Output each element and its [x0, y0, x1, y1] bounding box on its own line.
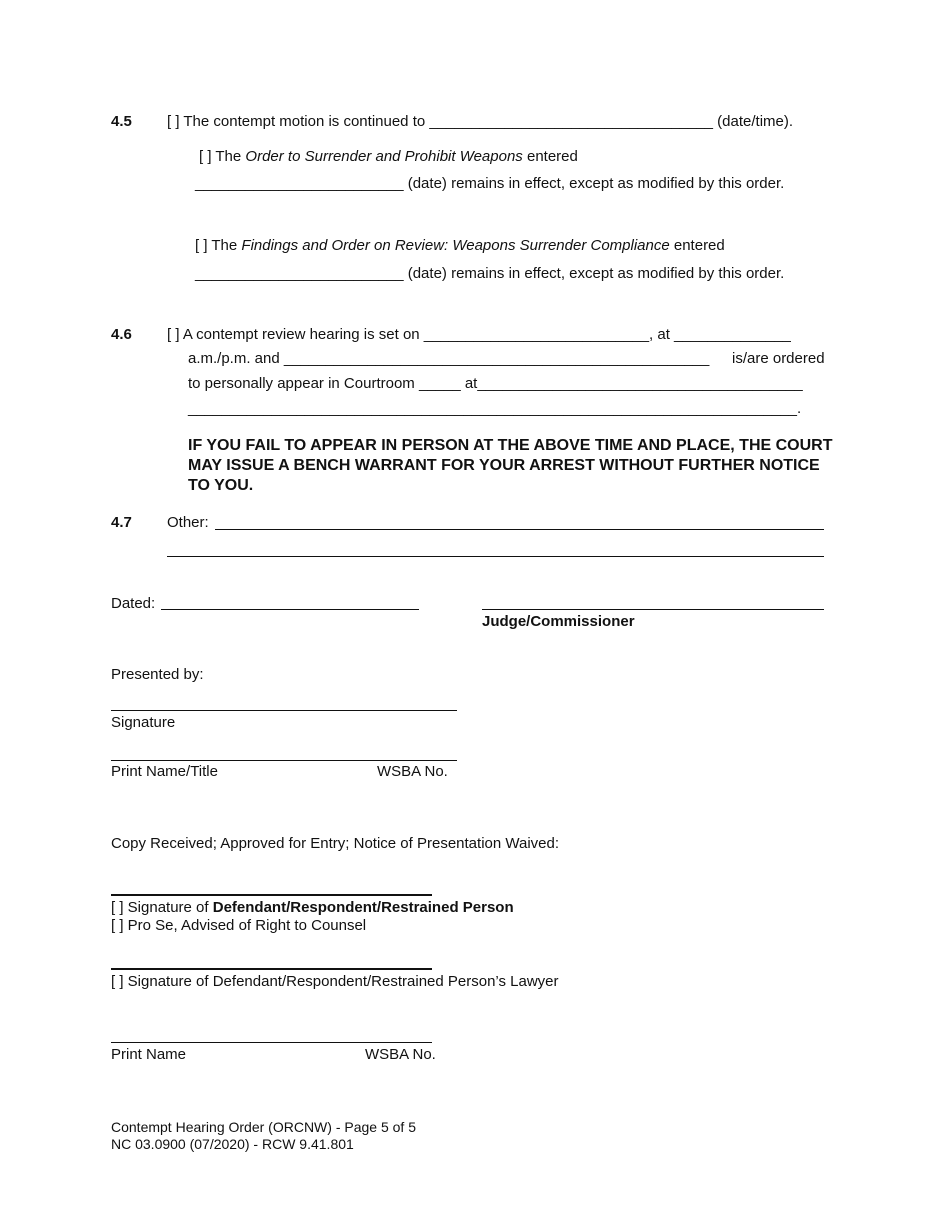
order-surrender-date-line: _________________________ (date) remains in effect, except as modified by this order. [195, 175, 785, 192]
checkbox-text: [ ] The [199, 148, 246, 165]
copy-received-text: Copy Received; Approved for Entry; Notice of Presentation Waived: [111, 835, 560, 852]
continued-to-line: [ ] The contempt motion is continued to __________________________________ (date/time). [167, 113, 794, 130]
wsba-label-lawyer: WSBA No. [365, 1046, 436, 1063]
checkbox-text: [ ] The [195, 237, 242, 254]
ordered-text: is/are ordered [732, 350, 825, 367]
judge-signature-line [482, 609, 824, 610]
presented-by-label: Presented by: [111, 666, 204, 683]
other-line-2 [167, 556, 824, 557]
findings-order-line [195, 238, 725, 253]
defendant-role: Defendant/Respondent/Restrained Person [212, 899, 514, 916]
lawyer-signature-label: [ ] Signature of Defendant/Respondent/Restrained Person’s Lawyer [111, 973, 559, 990]
review-hearing-line: [ ] A contempt review hearing is set on ___________________________, at ______________ [167, 326, 791, 343]
lawyer-name-line [111, 1042, 432, 1043]
order-surrender-line [199, 149, 578, 164]
order-title: Order to Surrender and Prohibit Weapons [245, 148, 523, 165]
findings-order-date-line: _________________________ (date) remains in effect, except as modified by this order. [195, 265, 785, 282]
dated-line [161, 609, 419, 610]
wsba-label-presenter: WSBA No. [377, 763, 448, 780]
print-name-label: Print Name [111, 1046, 187, 1063]
presenter-signature-line [111, 710, 457, 711]
lawyer-signature-line [111, 968, 432, 970]
ampm-line: a.m./p.m. and ___________________________________________________ [188, 350, 710, 367]
dated-label: Dated: [111, 595, 156, 612]
bench-warrant-warning: IF YOU FAIL TO APPEAR IN PERSON AT THE ABOVE TIME AND PLACE, THE COURT MAY ISSUE A BENCH WARRANT FOR YOUR ARREST WITHOUT FURTHER NOTICE TO YOU. [188, 437, 833, 494]
print-name-title-label: Print Name/Title [111, 763, 218, 780]
courtroom-line: to personally appear in Courtroom _____ at_______________________________________ [188, 375, 803, 392]
section-number-4-5: 4.5 [111, 113, 132, 130]
pro-se-label: [ ] Pro Se, Advised of Right to Counsel [111, 917, 367, 934]
signature-label: Signature [111, 714, 176, 731]
defendant-signature-line [111, 894, 432, 896]
presenter-name-line [111, 760, 457, 761]
findings-title: Findings and Order on Review: Weapons Surrender Compliance [241, 237, 670, 254]
address-line: _________________________________________________________________________. [188, 400, 802, 417]
footer-form-code: NC 03.0900 (07/2020) - RCW 9.41.801 [111, 1136, 354, 1152]
footer-form-title: Contempt Hearing Order (ORCNW) - Page 5 of 5 [111, 1119, 416, 1135]
section-number-4-7: 4.7 [111, 514, 132, 531]
entered-text: entered [669, 237, 725, 254]
judge-label: Judge/Commissioner [482, 613, 635, 630]
other-line-1 [215, 529, 824, 530]
entered-text: entered [522, 148, 578, 165]
other-label: Other: [167, 514, 209, 531]
defendant-signature-prefix: [ ] Signature of [111, 899, 213, 916]
defendant-signature-label [111, 900, 514, 915]
section-number-4-6: 4.6 [111, 326, 132, 343]
